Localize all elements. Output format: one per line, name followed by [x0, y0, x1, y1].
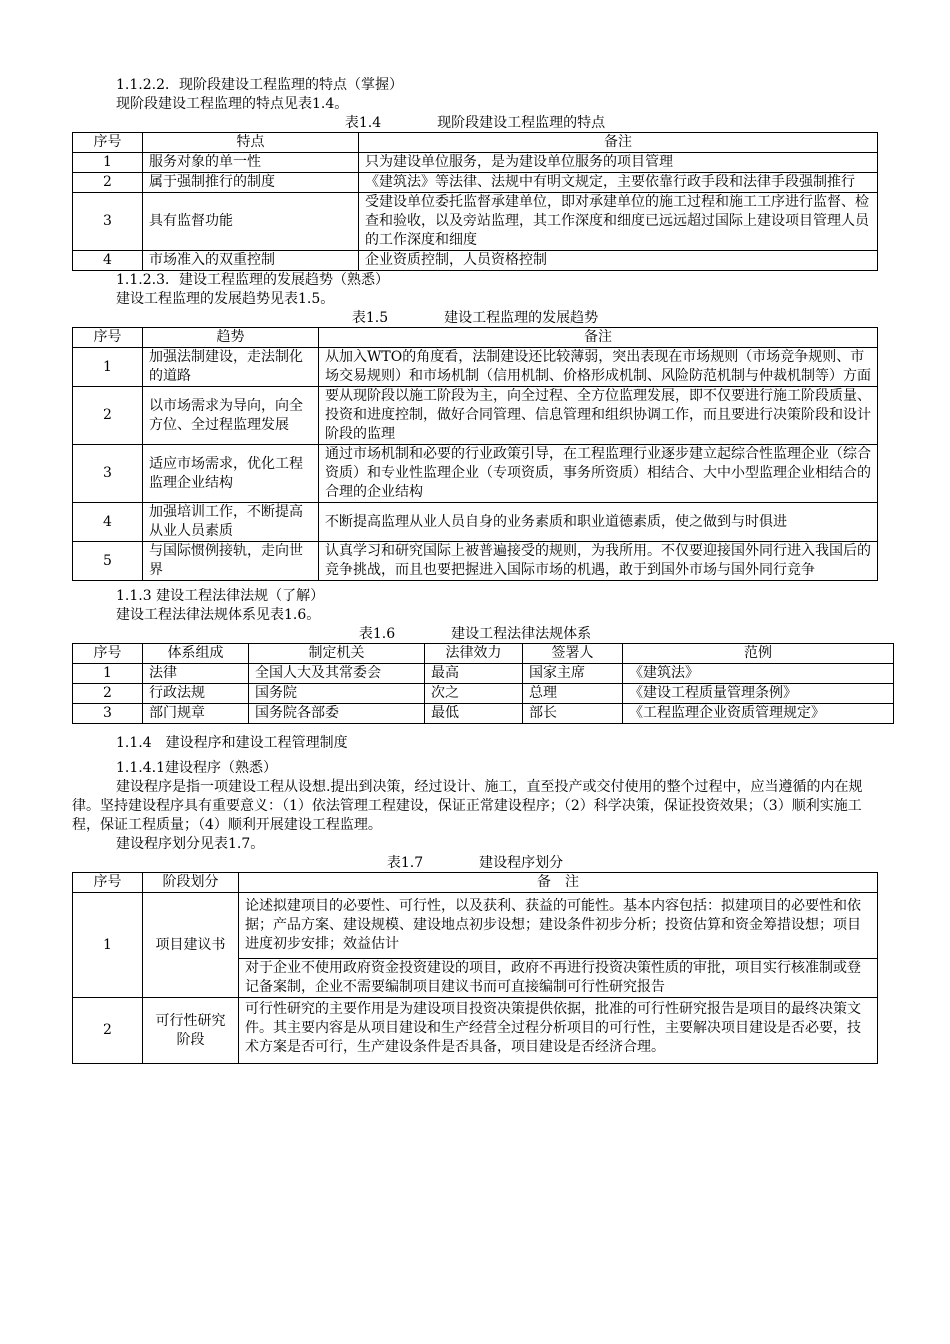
cell-feature: 具有监督功能	[143, 193, 359, 251]
document-page	[72, 76, 878, 1064]
header-cell: 序号	[73, 133, 143, 153]
cell-type: 行政法规	[143, 684, 249, 704]
cell-no: 1	[73, 348, 143, 387]
cell-type: 法律	[143, 664, 249, 684]
table-1-7	[72, 872, 878, 1064]
cell-no: 3	[73, 193, 143, 251]
table-row	[73, 503, 878, 542]
header-cell: 序号	[73, 644, 143, 664]
header-cell: 法律效力	[425, 644, 523, 664]
cell-stage: 可行性研究阶段	[143, 998, 239, 1064]
cell-example: 《建筑法》	[623, 664, 894, 684]
section-intro-1122: 现阶段建设工程监理的特点见表1.4。	[116, 96, 349, 112]
cell-org: 全国人大及其常委会	[249, 664, 425, 684]
cell-no: 4	[73, 251, 143, 271]
cell-note: 论述拟建项目的必要性、可行性，以及获利、获益的可能性。基本内容包括：拟建项目的必要性和依据；产品方案、建设规模、建设地点初步设想；建设条件初步分析；投资估算和资金筹措设想；项目进度初步安排；效益估计	[239, 893, 878, 959]
section-intro-1123: 建设工程监理的发展趋势见表1.5。	[116, 291, 335, 307]
table-header-row	[73, 328, 878, 348]
caption-number: 表1.5	[351, 310, 389, 326]
cell-no: 3	[73, 704, 143, 724]
header-cell: 备注	[359, 133, 878, 153]
header-cell: 范例	[623, 644, 894, 664]
header-cell: 序号	[73, 873, 143, 893]
section-heading-114: 1.1.4 建设程序和建设工程管理制度	[116, 735, 348, 751]
cell-org: 国务院	[249, 684, 425, 704]
caption-number: 表1.4	[344, 115, 382, 131]
caption-title: 建设程序划分	[479, 855, 564, 871]
table-1-5	[72, 327, 878, 581]
cell-force: 最高	[425, 664, 523, 684]
table-caption-1-5	[72, 309, 878, 327]
cell-note: 对于企业不使用政府资金投资建设的项目，政府不再进行投资决策性质的审批，项目实行核准制或登记备案制，企业不需要编制项目建议书而可直接编制可行性研究报告	[239, 959, 878, 998]
header-cell: 阶段划分	[143, 873, 239, 893]
header-cell: 特点	[143, 133, 359, 153]
cell-example: 《工程监理企业资质管理规定》	[623, 704, 894, 724]
cell-note: 《建筑法》等法律、法规中有明文规定，主要依靠行政手段和法律手段强制推行	[359, 173, 878, 193]
cell-no: 2	[73, 387, 143, 445]
header-cell: 制定机关	[249, 644, 425, 664]
table-1-6	[72, 643, 894, 724]
cell-note: 认真学习和研究国际上被普遍接受的规则，为我所用。不仅要迎接国外同行进入我国后的竞争挑战，而且也要把握进入国际市场的机遇，敢于到国外市场与国外同行竞争	[319, 542, 878, 581]
cell-note: 通过市场机制和必要的行业政策引导，在工程监理行业逐步建立起综合性监理企业（综合资质）和专业性监理企业（专项资质，事务所资质）相结合、大中小型监理企业相结合的合理的企业结构	[319, 445, 878, 503]
cell-signer: 国家主席	[523, 664, 623, 684]
section-intro-1141: 建设程序划分见表1.7。	[116, 836, 265, 852]
cell-trend: 加强培训工作，不断提高从业人员素质	[143, 503, 319, 542]
caption-title: 现阶段建设工程监理的特点	[437, 115, 606, 131]
cell-signer: 总理	[523, 684, 623, 704]
section-heading-1141: 1.1.4.1建设程序（熟悉）	[116, 760, 277, 776]
table-row	[73, 251, 878, 271]
table-row	[73, 664, 894, 684]
cell-note: 受建设单位委托监督承建单位，即对承建单位的施工过程和施工工序进行监督、检查和验收，以及旁站监理，其工作深度和细度已远远超过国际上建设项目管理人员的工作深度和细度	[359, 193, 878, 251]
table-caption-1-7	[72, 854, 878, 872]
header-cell: 签署人	[523, 644, 623, 664]
cell-no: 4	[73, 503, 143, 542]
header-cell: 备注	[319, 328, 878, 348]
cell-trend: 加强法制建设，走法制化的道路	[143, 348, 319, 387]
cell-no: 5	[73, 542, 143, 581]
cell-note: 要从现阶段以施工阶段为主，向全过程、全方位监理发展，即不仅要进行施工阶段质量、投资和进度控制，做好合同管理、信息管理和组织协调工作，而且要进行决策阶段和设计阶段的监理	[319, 387, 878, 445]
table-header-row	[73, 644, 894, 664]
cell-trend: 以市场需求为导向，向全方位、全过程监理发展	[143, 387, 319, 445]
cell-note: 不断提高监理从业人员自身的业务素质和职业道德素质，使之做到与时俱进	[319, 503, 878, 542]
cell-force: 次之	[425, 684, 523, 704]
cell-no: 1	[73, 153, 143, 173]
cell-org: 国务院各部委	[249, 704, 425, 724]
table-row	[73, 387, 878, 445]
table-header-row	[73, 873, 878, 893]
table-header-row	[73, 133, 878, 153]
table-1-4	[72, 132, 878, 271]
table-caption-1-6	[72, 625, 878, 643]
cell-no: 2	[73, 173, 143, 193]
cell-trend: 与国际惯例接轨，走向世界	[143, 542, 319, 581]
section-heading-1123: 1.1.2.3．建设工程监理的发展趋势（熟悉）	[116, 272, 389, 288]
cell-example: 《建设工程质量管理条例》	[623, 684, 894, 704]
cell-force: 最低	[425, 704, 523, 724]
caption-number: 表1.6	[358, 626, 396, 642]
cell-feature: 属于强制推行的制度	[143, 173, 359, 193]
table-row	[73, 348, 878, 387]
cell-stage: 项目建议书	[143, 893, 239, 998]
cell-note: 可行性研究的主要作用是为建设项目投资决策提供依据，批准的可行性研究报告是项目的最终决策文件。其主要内容是从项目建设和生产经营全过程分析项目的可行性，主要解决项目建设是否必要，技术方案是否可行，生产建设条件是否具备，项目建设是否经济合理。	[239, 998, 878, 1064]
table-row	[73, 173, 878, 193]
cell-no: 2	[73, 998, 143, 1064]
table-row	[73, 193, 878, 251]
cell-type: 部门规章	[143, 704, 249, 724]
table-row	[73, 542, 878, 581]
header-cell: 备 注	[239, 873, 878, 893]
cell-no: 3	[73, 445, 143, 503]
cell-no: 2	[73, 684, 143, 704]
cell-no: 1	[73, 664, 143, 684]
header-cell: 趋势	[143, 328, 319, 348]
cell-trend: 适应市场需求，优化工程监理企业结构	[143, 445, 319, 503]
cell-no: 1	[73, 893, 143, 998]
cell-note: 企业资质控制，人员资格控制	[359, 251, 878, 271]
table-row	[73, 998, 878, 1064]
table-row	[73, 893, 878, 959]
section-heading-1122: 1.1.2.2．现阶段建设工程监理的特点（掌握）	[116, 77, 403, 93]
cell-note: 只为建设单位服务，是为建设单位服务的项目管理	[359, 153, 878, 173]
caption-number: 表1.7	[386, 855, 424, 871]
header-cell: 序号	[73, 328, 143, 348]
cell-feature: 市场准入的双重控制	[143, 251, 359, 271]
caption-title: 建设工程监理的发展趋势	[444, 310, 599, 326]
cell-feature: 服务对象的单一性	[143, 153, 359, 173]
cell-note: 从加入WTO的角度看，法制建设还比较薄弱，突出表现在市场规则（市场竞争规则、市场交易规则）和市场机制（信用机制、价格形成机制、风险防范机制与仲裁机制等）方面	[319, 348, 878, 387]
table-row	[73, 704, 894, 724]
table-caption-1-4	[72, 114, 878, 132]
caption-title: 建设工程法律法规体系	[451, 626, 592, 642]
table-row	[73, 153, 878, 173]
table-row	[73, 684, 894, 704]
cell-signer: 部长	[523, 704, 623, 724]
table-row	[73, 445, 878, 503]
header-cell: 体系组成	[143, 644, 249, 664]
paragraph-construction-procedure: 建设程序是指一项建设工程从设想.提出到决策，经过设计、施工，直至投产或交付使用的整个过程中，应当遵循的内在规律。坚持建设程序具有重要意义：（1）依法管理工程建设，保证正常建设程序；（2）科学决策，保证投资效果；（3）顺利实施工程，保证工程质量；（4）顺利开展建设工程监理。	[72, 779, 863, 833]
section-heading-113: 1.1.3 建设工程法律法规（了解）	[116, 588, 325, 604]
section-intro-113: 建设工程法律法规体系见表1.6。	[116, 607, 321, 623]
